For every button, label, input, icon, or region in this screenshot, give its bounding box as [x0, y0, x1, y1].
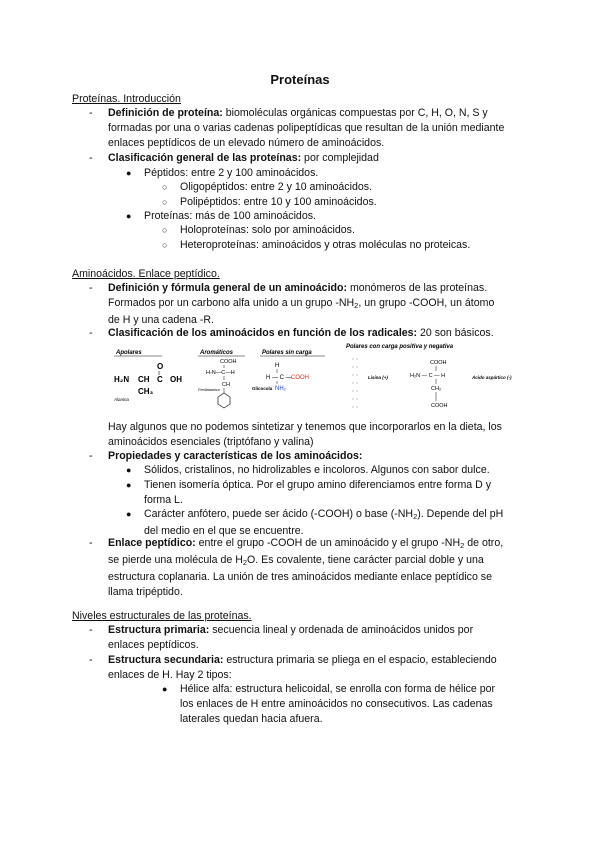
bullet-marker: ●	[126, 168, 132, 178]
property-1: Sólidos, cristalinos, no hidrolizables e incoloros. Algunos con sabor dulce.	[144, 464, 490, 476]
secondary-structure-text: estructura primaria se pliega en el espacio, estableciendo	[223, 654, 497, 666]
alpha-helix-line2: los enlaces de H entre aminoácidos no consecutivos. Las cadenas	[180, 698, 493, 710]
bullet-marker: ●	[126, 509, 132, 519]
property-2-line2: forma L.	[144, 494, 183, 506]
section-heading-levels: Niveles estructurales de las proteínas.	[72, 610, 252, 622]
fenil-hnc: H-N—C—H	[206, 370, 235, 376]
asp-ch2: CH₂	[431, 386, 442, 392]
dash-marker: -	[89, 107, 93, 119]
page-title: Proteínas	[270, 72, 330, 87]
section-heading-intro: Proteínas. Introducción	[72, 93, 181, 105]
peptide-bond-line2: se pierde una molécula de H	[108, 554, 243, 566]
label-aromaticos: Aromáticos	[200, 350, 234, 356]
glic-h-top: H	[275, 363, 280, 369]
protein-definition-label: Definición de proteína:	[108, 107, 223, 119]
dash-marker: -	[89, 624, 93, 636]
dash-marker: -	[89, 282, 93, 294]
fenil-cooh: COOH	[220, 359, 237, 365]
label-polares-sin-carga: Polares sin carga	[262, 350, 312, 356]
dash-marker: -	[89, 327, 93, 339]
amino-classification-label: Clasificación de los aminoácidos en función de los radicales:	[108, 327, 418, 339]
glic-nh2: NH₂	[275, 386, 286, 392]
circle-marker: ○	[162, 225, 168, 235]
lisina-name: Lisina (+)	[368, 375, 388, 380]
bullet-marker: ●	[126, 465, 132, 475]
dash-marker: -	[89, 152, 93, 164]
alanina-h2n: H₂N	[114, 375, 130, 384]
essential-amino-note	[108, 420, 528, 450]
primary-structure-line2: enlaces peptídicos.	[108, 639, 199, 651]
circle-marker: ○	[162, 240, 168, 250]
peptide-bond-line3: estructura coplanaria. La unión de tres aminoácidos mediante enlace peptídico se	[108, 571, 492, 583]
amino-definition-label: Definición y fórmula general de un aminoácido:	[108, 282, 347, 294]
list-item-holoproteinas: Holoproteínas: solo por aminoácidos.	[180, 224, 355, 236]
glic-hc: H — C —	[266, 375, 292, 381]
acido-aspartico-name: Ácido aspártico (-)	[472, 375, 512, 380]
primary-structure-text: secuencia lineal y ordenada de aminoácidos unidos por	[209, 624, 474, 636]
property-3-line2: del medio en el que se encuentre.	[144, 525, 304, 537]
fenilalanina-name: Fenilalanina	[198, 387, 220, 392]
protein-definition	[108, 106, 526, 151]
alanina-ch3: CH₃	[138, 387, 154, 396]
secondary-structure-line2: enlaces de H. Hay 2 tipos:	[108, 669, 232, 681]
circle-marker: ○	[162, 197, 168, 207]
primary-structure-label: Estructura primaria:	[108, 624, 210, 636]
protein-definition-line3: enlaces peptídicos de un elevado número de aminoácidos.	[108, 137, 385, 149]
subscript: 2	[460, 541, 465, 550]
peptide-bond-line4: llama tripéptido.	[108, 586, 183, 598]
circle-marker: ○	[162, 182, 168, 192]
amino-classification-figure	[110, 341, 530, 416]
asp-cooh-top: COOH	[430, 360, 447, 366]
protein-definition-text: biomoléculas orgánicas compuestas por C, H, O, N, S y	[222, 107, 488, 119]
protein-classification	[108, 151, 526, 166]
fenil-ch2: CH	[222, 382, 230, 388]
alanina-name: Alanina	[114, 397, 130, 402]
peptide-bond-label: Enlace peptídico:	[108, 537, 196, 549]
amino-definition	[108, 281, 526, 328]
amino-properties	[108, 449, 526, 464]
alpha-helix-line3: laterales quedan hacia afuera.	[180, 713, 323, 725]
dash-marker: -	[89, 450, 93, 462]
amino-classification-text: 20 son básicos.	[417, 327, 494, 339]
protein-classification-text: por complejidad	[301, 152, 379, 164]
label-polares-con-carga: Polares con carga positiva y negativa	[346, 344, 454, 350]
amino-definition-line3: de H y una cadena -R.	[108, 314, 214, 326]
glic-cooh: COOH	[291, 375, 309, 381]
dash-marker: -	[89, 654, 93, 666]
secondary-structure	[108, 653, 526, 683]
section-heading-amino: Aminoácidos. Enlace peptídico.	[72, 268, 220, 280]
peptide-bond	[108, 536, 526, 600]
list-item-oligopeptidos: Oligopéptidos: entre 2 y 10 aminoácidos.	[180, 181, 372, 193]
subscript: 2	[413, 512, 418, 521]
list-item-polipeptidos: Polipéptidos: entre 10 y 100 aminoácidos.	[180, 196, 377, 208]
asp-hnch: H₂N — C — H	[410, 373, 446, 379]
amino-definition-line2-end: , un grupo -COOH, un átomo	[358, 297, 495, 309]
alpha-helix	[180, 682, 520, 727]
amino-properties-label: Propiedades y características de los aminoácidos:	[108, 450, 363, 462]
peptide-bond-line2-end: O. Es covalente, tiene carácter parcial doble y una	[247, 554, 484, 566]
bullet-marker: ●	[126, 480, 132, 490]
alanina-o: O	[157, 362, 164, 371]
property-2	[144, 478, 491, 508]
label-apolares: Apolares	[116, 350, 142, 356]
amino-definition-line2: Formados por un carbono alfa unido a un grupo -NH	[108, 297, 355, 309]
property-2-line1: Tienen isomería óptica. Por el grupo amino diferenciamos entre forma D y	[144, 479, 492, 491]
list-item-proteinas: Proteínas: más de 100 aminoácidos.	[144, 210, 316, 222]
secondary-structure-label: Estructura secundaria:	[108, 654, 224, 666]
dash-marker: -	[89, 537, 93, 549]
alanina-c: C	[157, 375, 163, 384]
asp-cooh-bottom: COOH	[431, 403, 448, 409]
property-3-line1: Carácter anfótero, puede ser ácido (-COOH) o base (-NH	[144, 508, 414, 520]
primary-structure	[108, 623, 526, 653]
alanina-ch: CH	[138, 375, 150, 384]
peptide-bond-line1-end: de otro,	[464, 537, 504, 549]
essential-line2: aminoácidos esenciales (triptófano y valina)	[108, 436, 314, 448]
glicocola-name: Glicocola	[252, 386, 273, 391]
essential-line1: Hay algunos que no podemos sintetizar y tenemos que incorporarlos en la dieta, los	[108, 421, 502, 433]
alanina-oh: OH	[170, 375, 182, 384]
alpha-helix-line1: Hélice alfa: estructura helicoidal, se enrolla con forma de hélice por	[180, 683, 496, 695]
property-3	[144, 507, 503, 539]
property-3-line1-end: ). Depende del pH	[417, 508, 504, 520]
protein-definition-line2: formadas por una o varias cadenas polipeptídicas que resultan de la unión mediante	[108, 122, 505, 134]
list-item-heteroproteinas: Heteroproteínas: aminoácidos y otras moléculas no proteicas.	[180, 239, 471, 251]
benzene-ring-icon	[218, 393, 230, 408]
bullet-marker: ●	[162, 684, 168, 694]
peptide-bond-line1: entre el grupo -COOH de un aminoácido y el grupo -NH	[195, 537, 461, 549]
subscript: 2	[242, 558, 248, 567]
list-item-peptidos: Péptidos: entre 2 y 100 aminoácidos.	[144, 167, 319, 179]
amino-definition-text: monómeros de las proteínas.	[347, 282, 488, 294]
subscript: 2	[354, 301, 359, 310]
amino-classification	[108, 326, 548, 341]
protein-classification-label: Clasificación general de las proteínas:	[108, 152, 302, 164]
bullet-marker: ●	[126, 211, 132, 221]
